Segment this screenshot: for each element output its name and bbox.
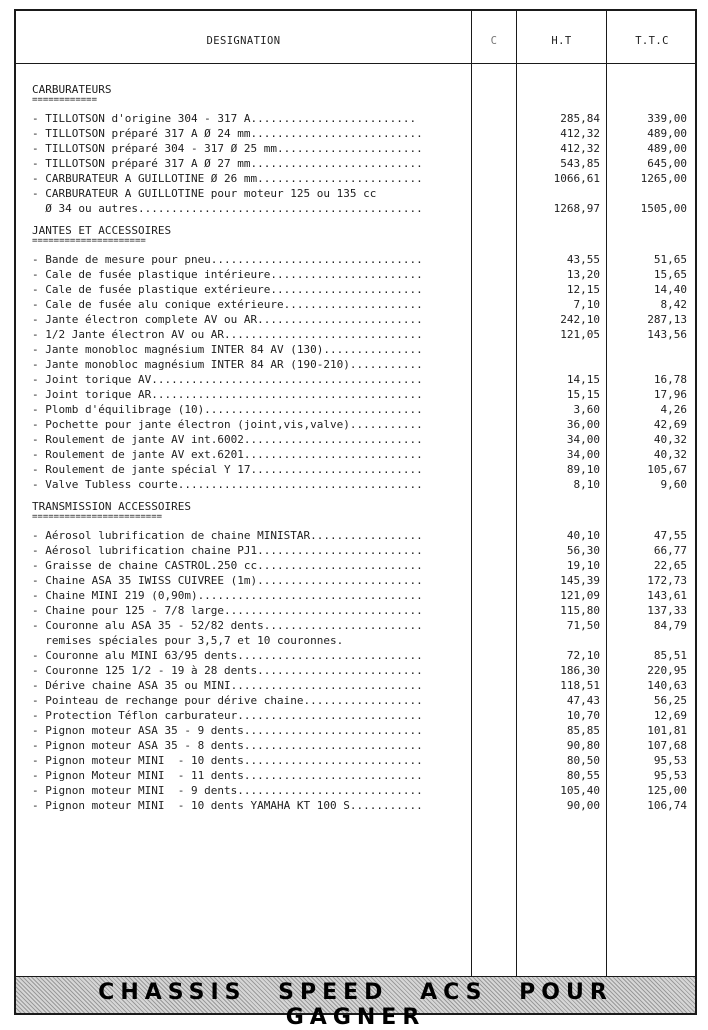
- table-row: [16, 186, 695, 201]
- item-price-ttc: 489,00: [647, 142, 687, 155]
- item-price-ttc: 17,96: [653, 388, 687, 401]
- item-designation: - Aérosol lubrification de chaine MINISTAR.................: [32, 529, 423, 542]
- item-price-ht: 118,51: [560, 679, 600, 692]
- table-row: [16, 297, 695, 312]
- section-underline: ========================: [32, 514, 163, 520]
- item-price-ttc: 51,65: [653, 253, 687, 266]
- item-designation: - Pignon moteur MINI - 9 dents............................: [32, 784, 423, 797]
- item-price-ht: 36,00: [566, 418, 600, 431]
- item-price-ttc: 101,81: [647, 724, 687, 737]
- table-header: [16, 11, 695, 64]
- item-price-ttc: 95,53: [653, 754, 687, 767]
- item-price-ttc: 172,73: [647, 574, 687, 587]
- item-price-ttc: 9,60: [660, 478, 687, 491]
- item-designation: Ø 34 ou autres...........................................: [32, 202, 423, 215]
- table-row: [16, 372, 695, 387]
- section-title: JANTES ET ACCESSOIRES: [32, 224, 172, 237]
- item-price-ht: 12,15: [566, 283, 600, 296]
- item-designation: - Chaine MINI 219 (0,90m)..................................: [32, 589, 423, 602]
- table-row: [16, 618, 695, 633]
- item-price-ht: 19,10: [566, 559, 600, 572]
- item-designation: - Joint torique AR.........................................: [32, 388, 423, 401]
- item-price-ht: 34,00: [566, 433, 600, 446]
- item-price-ttc: 95,53: [653, 769, 687, 782]
- footer-banner: [16, 976, 695, 1030]
- item-designation: - Joint torique AV.........................................: [32, 373, 423, 386]
- table-row: [16, 252, 695, 267]
- item-price-ttc: 14,40: [653, 283, 687, 296]
- item-price-ht: 71,50: [566, 619, 600, 632]
- item-price-ht: 115,80: [560, 604, 600, 617]
- item-price-ttc: 40,32: [653, 448, 687, 461]
- table-row: [16, 648, 695, 663]
- item-designation: - Pignon moteur MINI - 10 dents YAMAHA KT 100 S...........: [32, 799, 423, 812]
- item-designation: - Cale de fusée plastique intérieure.......................: [32, 268, 423, 281]
- section-title: CARBURATEURS: [32, 83, 112, 96]
- item-price-ttc: 645,00: [647, 157, 687, 170]
- table-row: [16, 342, 695, 357]
- item-designation: - Protection Téflon carburateur............................: [32, 709, 423, 722]
- table-row: [16, 678, 695, 693]
- item-price-ht: 105,40: [560, 784, 600, 797]
- item-price-ttc: 105,67: [647, 463, 687, 476]
- price-list-sheet: [14, 9, 697, 1030]
- item-price-ht: 145,39: [560, 574, 600, 587]
- header-ht: H.T: [551, 35, 572, 47]
- item-designation: - Pignon moteur MINI - 10 dents...........................: [32, 754, 423, 767]
- table-row: [16, 528, 695, 543]
- table-row: [16, 327, 695, 342]
- item-price-ht: 47,43: [566, 694, 600, 707]
- item-price-ht: 121,09: [560, 589, 600, 602]
- item-designation: - Jante monobloc magnésium INTER 84 AV (130)...............: [32, 343, 423, 356]
- item-designation: - Bande de mesure pour pneu................................: [32, 253, 423, 266]
- section-heading: [32, 83, 111, 103]
- item-price-ht: 14,15: [566, 373, 600, 386]
- item-price-ht: 80,50: [566, 754, 600, 767]
- section-underline: =====================: [32, 238, 146, 244]
- item-price-ttc: 4,26: [660, 403, 687, 416]
- table-row: [16, 708, 695, 723]
- item-price-ttc: 489,00: [647, 127, 687, 140]
- item-price-ht: 80,55: [566, 769, 600, 782]
- item-designation: - Roulement de jante spécial Y 17..........................: [32, 463, 423, 476]
- section-title: TRANSMISSION ACCESSOIRES: [32, 500, 191, 513]
- item-designation: - Pointeau de rechange pour dérive chaine..................: [32, 694, 423, 707]
- item-designation: - Cale de fusée alu conique extérieure.....................: [32, 298, 423, 311]
- table-row: [16, 588, 695, 603]
- item-designation: - Aérosol lubrification chaine PJ1.........................: [32, 544, 423, 557]
- item-designation: - TILLOTSON préparé 317 A Ø 24 mm..........................: [32, 127, 423, 140]
- item-price-ttc: 287,13: [647, 313, 687, 326]
- table-row: [16, 402, 695, 417]
- item-price-ttc: 137,33: [647, 604, 687, 617]
- item-designation: remises spéciales pour 3,5,7 et 10 couronnes.: [32, 634, 344, 647]
- table-row: [16, 312, 695, 327]
- table-row: [16, 477, 695, 492]
- table-row: [16, 558, 695, 573]
- item-designation: - CARBURATEUR A GUILLOTINE Ø 26 mm.........................: [32, 172, 423, 185]
- item-designation: - Couronne alu ASA 35 - 52/82 dents........................: [32, 619, 423, 632]
- item-price-ttc: 107,68: [647, 739, 687, 752]
- item-designation: - Couronne 125 1/2 - 19 à 28 dents.........................: [32, 664, 423, 677]
- item-price-ht: 40,10: [566, 529, 600, 542]
- item-designation: - Pignon Moteur MINI - 11 dents...........................: [32, 769, 423, 782]
- item-designation: - Pignon moteur ASA 35 - 9 dents...........................: [32, 724, 423, 737]
- table-row: [16, 723, 695, 738]
- item-price-ttc: 42,69: [653, 418, 687, 431]
- item-price-ttc: 15,65: [653, 268, 687, 281]
- item-price-ht: 90,00: [566, 799, 600, 812]
- header-c: C: [490, 35, 498, 47]
- table-row: [16, 417, 695, 432]
- table-row: [16, 462, 695, 477]
- item-price-ttc: 1505,00: [640, 202, 687, 215]
- item-price-ht: 121,05: [560, 328, 600, 341]
- table-row: [16, 663, 695, 678]
- item-price-ht: 56,30: [566, 544, 600, 557]
- item-price-ht: 543,85: [560, 157, 600, 170]
- item-price-ttc: 47,55: [653, 529, 687, 542]
- item-price-ttc: 22,65: [653, 559, 687, 572]
- item-price-ht: 34,00: [566, 448, 600, 461]
- item-price-ht: 72,10: [566, 649, 600, 662]
- item-designation: - Couronne alu MINI 63/95 dents............................: [32, 649, 423, 662]
- section-heading: [32, 224, 171, 244]
- item-designation: - Chaine ASA 35 IWISS CUIVREE (1m).........................: [32, 574, 423, 587]
- table-row: [16, 738, 695, 753]
- item-designation: - TILLOTSON préparé 304 - 317 Ø 25 mm......................: [32, 142, 423, 155]
- table-row: [16, 693, 695, 708]
- table-row: [16, 141, 695, 156]
- item-price-ttc: 16,78: [653, 373, 687, 386]
- item-price-ttc: 140,63: [647, 679, 687, 692]
- item-designation: - Pochette pour jante électron (joint,vis,valve)...........: [32, 418, 423, 431]
- table-row: [16, 171, 695, 186]
- item-designation: - Jante électron complete AV ou AR.........................: [32, 313, 423, 326]
- item-price-ht: 285,84: [560, 112, 600, 125]
- item-price-ttc: 12,69: [653, 709, 687, 722]
- item-designation: - TILLOTSON préparé 317 A Ø 27 mm..........................: [32, 157, 423, 170]
- item-price-ttc: 1265,00: [640, 172, 687, 185]
- item-designation: - 1/2 Jante électron AV ou AR..............................: [32, 328, 423, 341]
- item-price-ht: 1268,97: [553, 202, 600, 215]
- item-price-ttc: 85,51: [653, 649, 687, 662]
- table-row: [16, 387, 695, 402]
- table-row: [16, 783, 695, 798]
- table-row: [16, 126, 695, 141]
- item-price-ht: 242,10: [560, 313, 600, 326]
- item-price-ht: 10,70: [566, 709, 600, 722]
- table-row: [16, 282, 695, 297]
- item-price-ht: 1066,61: [553, 172, 600, 185]
- table-row: [16, 447, 695, 462]
- table-row: [16, 111, 695, 126]
- item-price-ht: 186,30: [560, 664, 600, 677]
- table-row: [16, 768, 695, 783]
- item-price-ttc: 143,61: [647, 589, 687, 602]
- item-designation: - Roulement de jante AV int.6002...........................: [32, 433, 423, 446]
- table-row: [16, 543, 695, 558]
- item-price-ttc: 220,95: [647, 664, 687, 677]
- item-price-ttc: 339,00: [647, 112, 687, 125]
- item-price-ttc: 66,77: [653, 544, 687, 557]
- item-designation: - TILLOTSON d'origine 304 - 317 A.........................: [32, 112, 417, 125]
- item-price-ht: 7,10: [573, 298, 600, 311]
- table-row: [16, 603, 695, 618]
- section-underline: ============: [32, 97, 98, 103]
- table-row: [16, 573, 695, 588]
- header-ttc: T.T.C: [635, 35, 669, 47]
- footer-slogan: CHASSIS SPEED ACS POUR GAGNER: [98, 980, 613, 1030]
- item-designation: - Chaine pour 125 - 7/8 large..............................: [32, 604, 423, 617]
- item-price-ttc: 125,00: [647, 784, 687, 797]
- item-price-ht: 412,32: [560, 142, 600, 155]
- table-row: [16, 633, 695, 648]
- item-designation: - Valve Tubless courte.....................................: [32, 478, 423, 491]
- item-price-ht: 3,60: [573, 403, 600, 416]
- item-price-ht: 15,15: [566, 388, 600, 401]
- section-heading: [32, 500, 191, 520]
- item-designation: - Dérive chaine ASA 35 ou MINI.............................: [32, 679, 423, 692]
- item-designation: - Graisse de chaine CASTROL.250 cc.........................: [32, 559, 423, 572]
- item-price-ht: 90,80: [566, 739, 600, 752]
- item-price-ttc: 8,42: [660, 298, 687, 311]
- item-price-ttc: 56,25: [653, 694, 687, 707]
- table-row: [16, 267, 695, 282]
- item-price-ht: 412,32: [560, 127, 600, 140]
- item-price-ht: 89,10: [566, 463, 600, 476]
- item-price-ttc: 84,79: [653, 619, 687, 632]
- item-designation: - Jante monobloc magnésium INTER 84 AR (190-210)...........: [32, 358, 423, 371]
- item-price-ttc: 143,56: [647, 328, 687, 341]
- item-designation: - Cale de fusée plastique extérieure.......................: [32, 283, 423, 296]
- table-row: [16, 201, 695, 216]
- item-price-ttc: 106,74: [647, 799, 687, 812]
- table-row: [16, 432, 695, 447]
- item-designation: - Pignon moteur ASA 35 - 8 dents...........................: [32, 739, 423, 752]
- item-designation: - Roulement de jante AV ext.6201...........................: [32, 448, 423, 461]
- table-row: [16, 156, 695, 171]
- item-price-ht: 43,55: [566, 253, 600, 266]
- item-price-ht: 85,85: [566, 724, 600, 737]
- header-designation: DESIGNATION: [206, 35, 281, 47]
- table-row: [16, 357, 695, 372]
- item-price-ht: 8,10: [573, 478, 600, 491]
- item-designation: - CARBURATEUR A GUILLOTINE pour moteur 125 ou 135 cc: [32, 187, 377, 200]
- table-row: [16, 753, 695, 768]
- item-price-ttc: 40,32: [653, 433, 687, 446]
- item-price-ht: 13,20: [566, 268, 600, 281]
- table-row: [16, 798, 695, 813]
- item-designation: - Plomb d'équilibrage (10).................................: [32, 403, 423, 416]
